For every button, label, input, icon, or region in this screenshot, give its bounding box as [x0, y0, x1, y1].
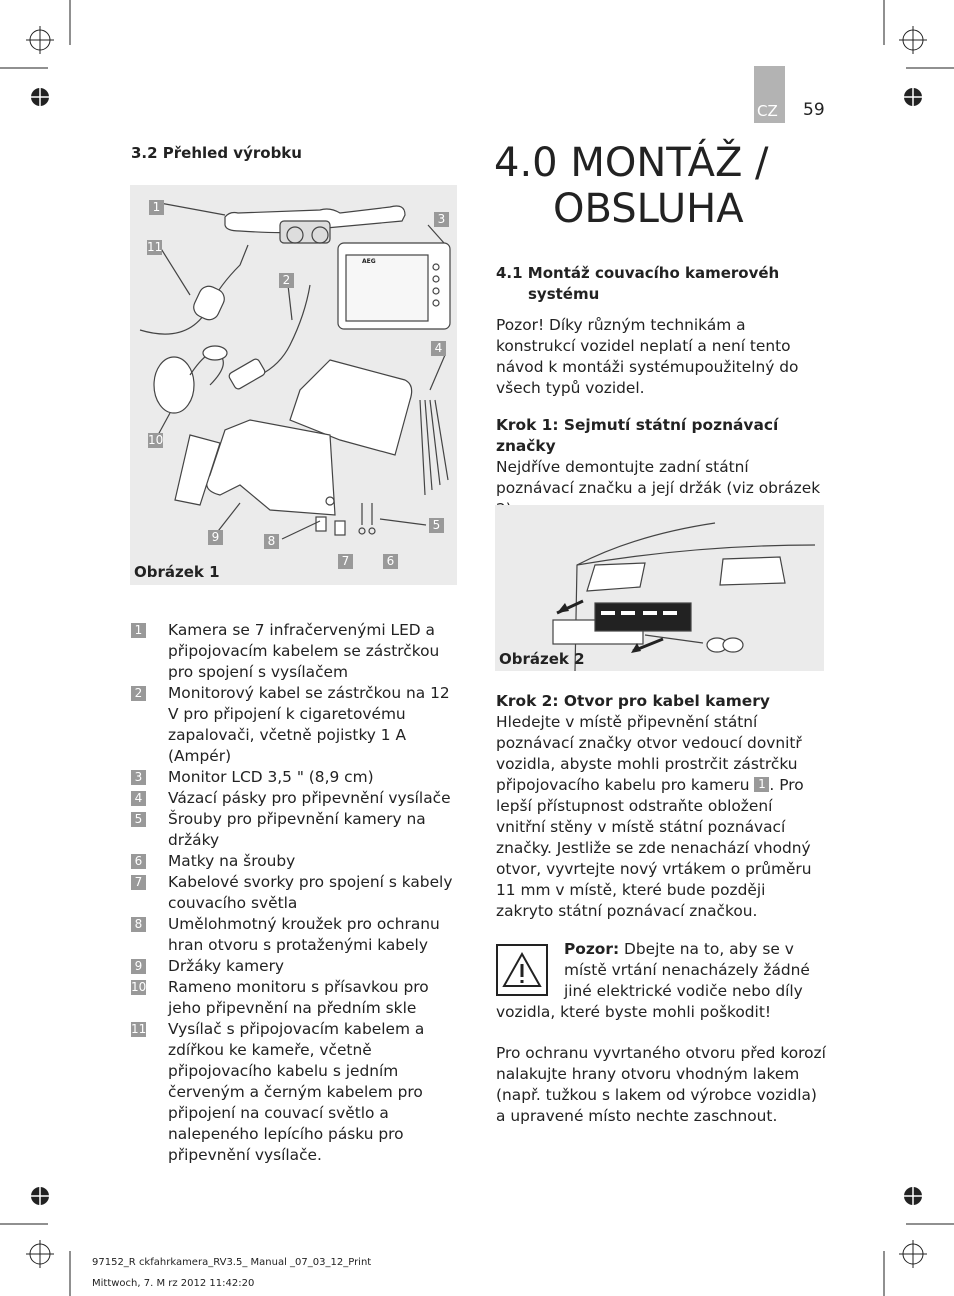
fig1-label: 6: [383, 554, 398, 569]
footer-line2: Mittwoch, 7. M rz 2012 11:42:20: [92, 1278, 255, 1289]
part-ref-badge: 1: [754, 777, 769, 792]
sub-heading: [496, 263, 816, 305]
figure-2-illustration: [495, 505, 824, 671]
item-number-badge: 5: [131, 812, 146, 827]
fig1-label: 4: [431, 341, 446, 356]
page-number: 59: [803, 100, 825, 120]
parts-list: [131, 620, 461, 1166]
fig1-label: 2: [279, 273, 294, 288]
footer-line1: 97152_R ckfahrkamera_RV3.5_ Manual _07_03_12_Print: [92, 1257, 372, 1268]
list-item: [131, 851, 461, 872]
list-item: [131, 809, 461, 851]
item-number-badge: 3: [131, 770, 146, 785]
item-text: Rameno monitoru s přísavkou pro jeho připevnění na předním skle: [168, 978, 429, 1017]
item-text: Kabelové svorky pro spojení s kabely couvacího světla: [168, 873, 453, 912]
item-text: Kamera se 7 infračervenými LED a připojovacím kabelem se zástrčkou pro spojení s vysílačem: [168, 621, 440, 681]
item-number-badge: 4: [131, 791, 146, 806]
item-number-badge: 7: [131, 875, 146, 890]
list-item: [131, 872, 461, 914]
figure-1-caption: Obrázek 1: [134, 563, 220, 581]
fig1-label: 9: [208, 530, 223, 545]
item-number-badge: 11: [131, 1022, 147, 1036]
warning-label: Pozor:: [564, 940, 620, 958]
final-paragraph: Pro ochranu vyvrtaného otvoru před korozí nalakujte hrany otvoru vhodným lakem (např. tužkou s lakem od výrobce vozidla) a upravené místo nechte zaschnout.: [496, 1044, 826, 1125]
figure-2-caption: Obrázek 2: [499, 650, 585, 668]
item-number-badge: 2: [131, 686, 146, 701]
chapter-title-line2: OBSLUHA: [553, 186, 744, 232]
step2-text-b: . Pro lepší přístupnost odstraňte obložení vnitřní stěny v místě státní poznávací značky. Jestliže se zde nenachází vhodný otvor, vyvrtejte nový vrtákem o průměru 11 mm v místě, které bude později zakryto státní poznávací značkou.: [496, 776, 812, 920]
warning-text: Dbejte na to, aby se v místě vrtání nenacházely žádné jiné elektrické vodiče nebo díly vozidla, které byste mohli poškodit!: [496, 940, 810, 1021]
item-text: Šrouby pro připevnění kamery na držáky: [168, 810, 426, 849]
intro-paragraph: Pozor! Díky různým technikám a konstrukcí vozidel neplatí a není tento návod k montáži systémupoužitelný do všech typů vozidel.: [496, 316, 799, 397]
step1-title: Krok 1: Sejmutí státní poznávací značky: [496, 416, 779, 455]
fig1-label: 8: [264, 534, 279, 549]
figure-1: [130, 185, 457, 585]
step2-text-a: Hledejte v místě připevnění státní poznávací značky otvor vedoucí dovnitř vozidla, abyste mohli prostrčit zástrčku připojovacího kabelu pro kameru: [496, 713, 802, 794]
fig1-label: 10: [148, 433, 164, 447]
list-item: [131, 683, 461, 767]
language-tab-label: CZ: [757, 102, 778, 120]
step2-block: [496, 691, 826, 922]
list-item: [131, 620, 461, 683]
item-text: Monitor LCD 3,5 " (8,9 cm): [168, 768, 374, 786]
item-text: Matky na šrouby: [168, 852, 296, 870]
item-number-badge: 6: [131, 854, 146, 869]
language-tab: [754, 66, 785, 123]
fig1-label: 7: [338, 554, 353, 569]
step1-text: Nejdříve demontujte zadní státní poznávací značku a její držák (viz obrázek: [496, 458, 821, 497]
chapter-title: [494, 140, 769, 232]
list-item: [131, 788, 461, 809]
monitor-brand: AEG: [362, 258, 376, 265]
fig1-label: 5: [429, 518, 444, 533]
item-number-badge: 10: [131, 980, 147, 994]
list-item: [131, 914, 461, 956]
step2-title: Krok 2: Otvor pro kabel kamery: [496, 692, 770, 710]
warning-paragraph: [496, 939, 826, 1023]
figure-2: [495, 505, 824, 671]
item-text: Monitorový kabel se zástrčkou na 12 V pro připojení k cigaretovému zapalovači, včetně pojistky 1 A (Ampér): [168, 684, 450, 765]
section-title: 3.2 Přehled výrobku: [131, 144, 302, 162]
list-item: [131, 1019, 461, 1166]
fig1-label: 3: [434, 212, 449, 227]
item-text: Vázací pásky pro připevnění vysílače: [168, 789, 451, 807]
list-item: [131, 956, 461, 977]
fig1-label: 1: [149, 200, 164, 215]
list-item: [131, 767, 461, 788]
item-number-badge: 9: [131, 959, 146, 974]
item-text: Vysílač s připojovacím kabelem a zdířkou ke kameře, včetně připojovacího kabelu s jedním červeným a černým kabelem pro připojení na couvací světlo a nalepeného lepícího pásku pro připevnění vysílače.: [168, 1020, 425, 1164]
fig1-label: 11: [147, 240, 163, 254]
item-number-badge: 8: [131, 917, 146, 932]
figure-1-illustration: [130, 185, 457, 585]
list-item: [131, 977, 461, 1019]
item-number-badge: 1: [131, 623, 146, 638]
item-text: Držáky kamery: [168, 957, 285, 975]
warning-spacer: [496, 939, 564, 1002]
sub-heading-text: 4.1 Montáž couvacího kamerovéh systému: [496, 264, 780, 303]
chapter-title-line1: 4.0 MONTÁŽ /: [494, 140, 769, 186]
item-text: Umělohmotný kroužek pro ochranu hran otvoru s protaženými kabely: [168, 915, 440, 954]
